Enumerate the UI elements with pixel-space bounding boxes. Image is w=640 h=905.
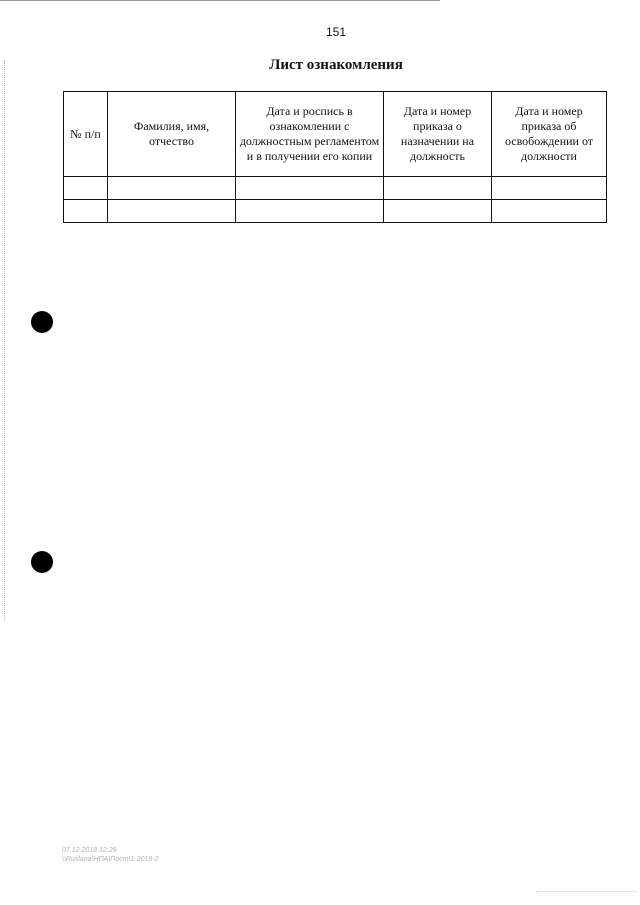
- footer-stamp: [62, 846, 159, 864]
- header-signature-date: Дата и роспись в ознакомлении с должностным регламентом и в получении его копии: [236, 92, 384, 177]
- page-top-edge: [0, 0, 440, 1]
- punch-hole-top: [31, 311, 53, 333]
- header-number: № п/п: [64, 92, 108, 177]
- header-full-name: Фамилия, имя, отчество: [108, 92, 236, 177]
- header-appointment-order: Дата и номер приказа о назначении на должность: [384, 92, 492, 177]
- table-cell: [108, 177, 236, 200]
- table-cell: [492, 177, 607, 200]
- page-number: 151: [325, 25, 347, 39]
- table-cell: [492, 200, 607, 223]
- table-cell: [64, 177, 108, 200]
- table-cell: [384, 200, 492, 223]
- punch-hole-bottom: [31, 551, 53, 573]
- footer-stamp-line: \\Ruslana\НПА\Пост\1-2018-2: [62, 856, 159, 863]
- header-dismissal-order: Дата и номер приказа об освобождении от должности: [492, 92, 607, 177]
- table-row: [64, 177, 607, 200]
- table-cell: [236, 200, 384, 223]
- table-row: [64, 200, 607, 223]
- footer-stamp-line: 07.12.2018 12:29: [62, 847, 117, 854]
- table-header-row: [64, 92, 607, 177]
- page-left-edge: [4, 60, 5, 620]
- table-cell: [64, 200, 108, 223]
- page-bottom-edge: [536, 891, 636, 892]
- acknowledgement-table: [63, 91, 607, 223]
- table-cell: [384, 177, 492, 200]
- table-cell: [236, 177, 384, 200]
- page-title: Лист ознакомления: [269, 57, 403, 73]
- table-cell: [108, 200, 236, 223]
